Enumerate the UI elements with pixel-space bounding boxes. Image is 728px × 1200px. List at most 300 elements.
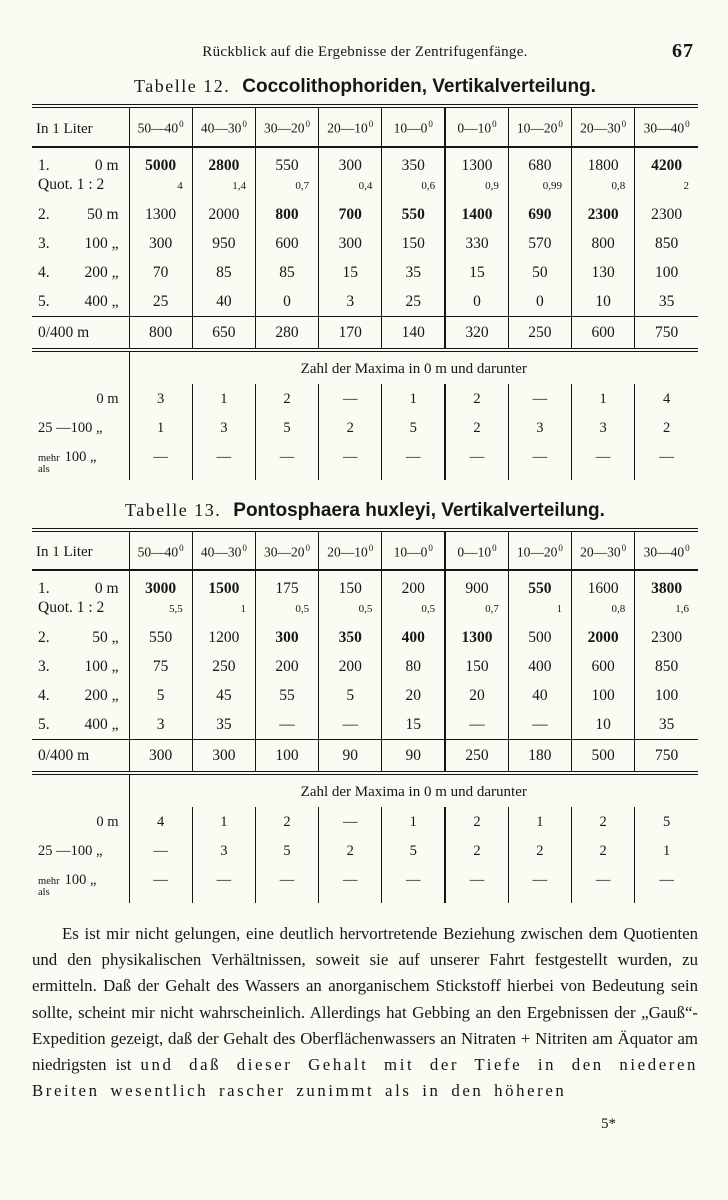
value-cell: 690 [508, 200, 571, 229]
value-cell: 55 [255, 681, 318, 710]
value-cell: — [635, 442, 698, 480]
value-cell: — [319, 442, 382, 480]
row-label [32, 147, 129, 176]
latitude-column-header: $40—30^0$ [192, 106, 255, 147]
sum-label: 0/400 m [38, 323, 90, 341]
depth-label: 50 m [87, 205, 119, 223]
table-body [32, 147, 698, 480]
value-cell: 1600 [572, 570, 635, 599]
value-cell: 1 [129, 413, 192, 442]
row-number: 5. [38, 292, 50, 310]
degree-superscript: 0 [685, 119, 690, 129]
value-cell: 1800 [572, 147, 635, 176]
row-label [32, 836, 129, 865]
table-13-title [32, 500, 698, 522]
latitude-column-header: $0—10^0$ [445, 530, 508, 571]
value-cell: 750 [635, 740, 698, 774]
table-13-host [32, 528, 698, 904]
maxima-row-label: 0 m [96, 814, 119, 831]
row-label-text [32, 814, 129, 831]
value-cell: 3 [508, 413, 571, 442]
value-cell: 2000 [192, 200, 255, 229]
value-cell: 2 [572, 807, 635, 836]
value-cell: 2 [572, 836, 635, 865]
value-cell: 3 [192, 836, 255, 865]
value-cell: 4 [129, 176, 192, 200]
table-12-title [32, 76, 698, 98]
value-cell: 300 [129, 229, 192, 258]
table-head [32, 530, 698, 571]
row-label [32, 681, 129, 710]
value-cell: 45 [192, 681, 255, 710]
value-cell: 1 [508, 807, 571, 836]
value-cell: 2 [255, 807, 318, 836]
value-cell: 180 [508, 740, 571, 774]
value-cell: 680 [508, 147, 571, 176]
row-number: 4. [38, 687, 50, 705]
value-cell: 70 [129, 258, 192, 287]
value-cell: — [508, 442, 571, 480]
table-12-name: Coccolithophoriden, Vertikalverteilung. [242, 76, 596, 97]
row-label-text [32, 157, 129, 175]
degree-superscript: 0 [621, 542, 627, 553]
table-13-label: Tabelle 13. [125, 499, 222, 520]
value-cell: 1400 [445, 200, 508, 229]
table-row [32, 287, 698, 317]
running-head-text: Rückblick auf die Ergebnisse der Zentrifugenfänge. [202, 44, 528, 60]
maxima-row-label: 0 m [96, 390, 119, 407]
degree-superscript: 0 [492, 119, 497, 129]
value-cell: 90 [382, 740, 445, 774]
quotient-label: Quot. 1 : 2 [38, 175, 105, 193]
value-cell: 0,4 [319, 176, 382, 200]
stacked-label-line: mehr [38, 876, 60, 888]
row-label-text [32, 687, 129, 705]
value-cell: 80 [382, 652, 445, 681]
row-label-text [32, 449, 129, 475]
value-cell: 40 [508, 681, 571, 710]
value-cell: — [382, 865, 445, 903]
value-cell: — [572, 442, 635, 480]
row-label-text [32, 716, 129, 734]
value-cell: 1 [192, 384, 255, 413]
degree-superscript: 0 [368, 542, 374, 553]
degree-superscript: 0 [179, 119, 184, 129]
value-cell: 0,6 [382, 176, 445, 200]
value-cell: 3 [572, 413, 635, 442]
stacked-label-line: als [38, 887, 50, 899]
value-cell: — [319, 865, 382, 903]
value-cell: 250 [508, 316, 571, 350]
value-cell: 100 [635, 681, 698, 710]
value-cell: 400 [382, 623, 445, 652]
value-cell: — [508, 710, 571, 740]
row-label-text [32, 599, 129, 617]
value-cell: 0,5 [382, 599, 445, 623]
value-cell: 100 [635, 258, 698, 287]
row-label-text [32, 391, 129, 408]
row-label [32, 258, 129, 287]
depth-label: 50 „ [92, 629, 119, 647]
value-cell: 2 [445, 836, 508, 865]
signature-mark: 5* [601, 1116, 616, 1133]
value-cell: — [255, 442, 318, 480]
value-cell: 5 [129, 681, 192, 710]
latitude-column-header: $10—20^0$ [508, 106, 571, 147]
degree-superscript: 0 [685, 542, 690, 553]
value-cell: 175 [255, 570, 318, 599]
value-cell: 4 [129, 807, 192, 836]
row-label [32, 316, 129, 350]
row-label [32, 384, 129, 413]
value-cell: — [129, 836, 192, 865]
stacked-label [38, 876, 60, 898]
value-cell: 2300 [635, 623, 698, 652]
value-cell: 4200 [635, 147, 698, 176]
value-cell: 2 [508, 836, 571, 865]
value-cell: — [192, 442, 255, 480]
latitude-column-header: $20—30^0$ [572, 530, 635, 571]
value-cell: — [319, 710, 382, 740]
row-label [32, 710, 129, 740]
value-cell: 25 [129, 287, 192, 317]
body-paragraph [32, 921, 698, 1104]
value-cell: 140 [382, 316, 445, 350]
degree-superscript: 0 [242, 119, 247, 129]
row-label-text [32, 235, 129, 253]
value-cell: 150 [445, 652, 508, 681]
value-cell: 350 [319, 623, 382, 652]
value-cell: 0,5 [255, 599, 318, 623]
value-cell: 330 [445, 229, 508, 258]
value-cell: 600 [572, 316, 635, 350]
row-label-text [32, 658, 129, 676]
row-label-text [32, 324, 129, 342]
value-cell: 150 [319, 570, 382, 599]
value-cell: 1300 [445, 623, 508, 652]
value-cell: 3000 [129, 570, 192, 599]
row-label [32, 865, 129, 903]
value-cell: 700 [319, 200, 382, 229]
value-cell: 1200 [192, 623, 255, 652]
value-cell: 2 [445, 413, 508, 442]
value-cell: 1500 [192, 570, 255, 599]
depth-label: 100 „ [84, 658, 119, 676]
value-cell: 2 [319, 413, 382, 442]
value-cell: 0 [255, 287, 318, 317]
table-row [32, 229, 698, 258]
value-cell: 0,7 [445, 599, 508, 623]
value-cell: 5 [382, 413, 445, 442]
row-number: 2. [38, 629, 50, 647]
value-cell: 1 [508, 599, 571, 623]
latitude-column-header: $30—40^0$ [635, 106, 698, 147]
degree-superscript: 0 [621, 119, 627, 129]
value-cell: — [192, 865, 255, 903]
latitude-column-header: $40—30^0$ [192, 530, 255, 571]
row-label-text [32, 293, 129, 311]
value-cell: 550 [129, 623, 192, 652]
corner-label: In 1 Liter [32, 106, 129, 147]
value-cell: 2800 [192, 147, 255, 176]
value-cell: 35 [635, 710, 698, 740]
value-cell: 500 [508, 623, 571, 652]
latitude-column-header: $50—40^0$ [129, 530, 192, 571]
maxima-row-label: 100 „ [64, 448, 97, 465]
value-cell: 2 [445, 807, 508, 836]
table-section-13 [32, 500, 698, 904]
value-cell: 1,4 [192, 176, 255, 200]
value-cell: 85 [255, 258, 318, 287]
row-label [32, 442, 129, 480]
table-row [32, 681, 698, 710]
value-cell: 3 [129, 384, 192, 413]
value-cell: 650 [192, 316, 255, 350]
value-cell: 15 [445, 258, 508, 287]
value-cell: 170 [319, 316, 382, 350]
value-cell: 0,7 [255, 176, 318, 200]
value-cell: 35 [382, 258, 445, 287]
value-cell: 5,5 [129, 599, 192, 623]
maxima-heading-row [32, 773, 698, 807]
row-label-text [32, 264, 129, 282]
stacked-label [38, 453, 60, 475]
value-cell: 350 [382, 147, 445, 176]
row-label [32, 599, 129, 623]
page-number: 67 [672, 40, 694, 62]
value-cell: 5 [382, 836, 445, 865]
table-row [32, 200, 698, 229]
table-row [32, 570, 698, 599]
empty-cell [32, 773, 129, 807]
value-cell: — [635, 865, 698, 903]
value-cell: 1 [382, 807, 445, 836]
value-cell: 10 [572, 710, 635, 740]
value-cell: 600 [255, 229, 318, 258]
quotient-row [32, 176, 698, 200]
maxima-row-label: 25 —100 „ [38, 843, 103, 860]
value-cell: 300 [192, 740, 255, 774]
depth-label: 0 m [94, 580, 119, 598]
row-label-text [32, 206, 129, 224]
value-cell: 2 [255, 384, 318, 413]
degree-superscript: 0 [558, 119, 563, 129]
value-cell: 400 [508, 652, 571, 681]
value-cell: 1300 [129, 200, 192, 229]
value-cell: 800 [255, 200, 318, 229]
vertical-distribution-table [32, 104, 698, 480]
value-cell: 1 [635, 836, 698, 865]
sum-label: 0/400 m [38, 747, 90, 765]
row-label [32, 740, 129, 774]
value-cell: 0,5 [319, 599, 382, 623]
page-header [32, 40, 698, 70]
row-number: 3. [38, 658, 50, 676]
latitude-column-header: $50—40^0$ [129, 106, 192, 147]
maxima-row [32, 865, 698, 903]
degree-superscript: 0 [368, 119, 374, 129]
value-cell: 750 [635, 316, 698, 350]
value-cell: 800 [129, 316, 192, 350]
latitude-column-header: $10—20^0$ [508, 530, 571, 571]
value-cell: — [508, 384, 571, 413]
latitude-column-header: $0—10^0$ [445, 106, 508, 147]
depth-label: 400 „ [84, 716, 119, 734]
table-head [32, 106, 698, 147]
degree-superscript: 0 [179, 542, 184, 553]
value-cell: 2 [445, 384, 508, 413]
degree-superscript: 0 [558, 542, 563, 553]
value-cell: 2 [319, 836, 382, 865]
value-cell: 250 [192, 652, 255, 681]
table-section-12 [32, 76, 698, 480]
table-row [32, 258, 698, 287]
value-cell: 900 [445, 570, 508, 599]
row-label [32, 229, 129, 258]
value-cell: 3 [129, 710, 192, 740]
value-cell: 1300 [445, 147, 508, 176]
value-cell: 570 [508, 229, 571, 258]
value-cell: 1 [572, 384, 635, 413]
value-cell: — [129, 865, 192, 903]
row-label [32, 287, 129, 317]
degree-superscript: 0 [305, 119, 311, 129]
depth-label: 200 „ [84, 687, 119, 705]
table-row [32, 710, 698, 740]
value-cell: 280 [255, 316, 318, 350]
latitude-column-header: $10—0^0$ [382, 530, 445, 571]
value-cell: 200 [319, 652, 382, 681]
value-cell: 2300 [635, 200, 698, 229]
value-cell: — [129, 442, 192, 480]
value-cell: — [572, 865, 635, 903]
row-label-text [32, 420, 129, 437]
table-12-label: Tabelle 12. [134, 76, 231, 96]
row-label-text [32, 747, 129, 765]
value-cell: 3800 [635, 570, 698, 599]
maxima-heading: Zahl der Maxima in 0 m und darunter [129, 773, 698, 807]
value-cell: 600 [572, 652, 635, 681]
value-cell: 25 [382, 287, 445, 317]
table-body [32, 570, 698, 903]
row-label [32, 570, 129, 599]
maxima-row [32, 413, 698, 442]
row-label [32, 200, 129, 229]
maxima-row [32, 384, 698, 413]
value-cell: — [508, 865, 571, 903]
value-cell: 300 [319, 147, 382, 176]
value-cell: 800 [572, 229, 635, 258]
value-cell: — [255, 865, 318, 903]
empty-cell [32, 350, 129, 384]
value-cell: 2 [635, 413, 698, 442]
value-cell: 300 [255, 623, 318, 652]
latitude-column-header: $20—30^0$ [572, 106, 635, 147]
value-cell: 2300 [572, 200, 635, 229]
depth-label: 100 „ [84, 234, 119, 252]
value-cell: 550 [255, 147, 318, 176]
value-cell: 200 [382, 570, 445, 599]
value-cell: 5000 [129, 147, 192, 176]
value-cell: 320 [445, 316, 508, 350]
value-cell: — [445, 442, 508, 480]
value-cell: 5 [255, 836, 318, 865]
value-cell: 0,8 [572, 176, 635, 200]
sum-row [32, 316, 698, 350]
depth-label: 400 „ [84, 292, 119, 310]
maxima-heading: Zahl der Maxima in 0 m und darunter [129, 350, 698, 384]
value-cell: 100 [255, 740, 318, 774]
value-cell: 40 [192, 287, 255, 317]
latitude-column-header: $10—0^0$ [382, 106, 445, 147]
value-cell: 20 [445, 681, 508, 710]
depth-label: 0 m [94, 156, 119, 174]
value-cell: 0,99 [508, 176, 571, 200]
value-cell: 100 [572, 681, 635, 710]
value-cell: 300 [319, 229, 382, 258]
value-cell: 1 [382, 384, 445, 413]
value-cell: 550 [382, 200, 445, 229]
value-cell: 35 [635, 287, 698, 317]
value-cell: 850 [635, 229, 698, 258]
maxima-row-label: 25 —100 „ [38, 419, 103, 436]
degree-superscript: 0 [492, 542, 497, 553]
value-cell: — [445, 710, 508, 740]
value-cell: 550 [508, 570, 571, 599]
value-cell: 1 [192, 807, 255, 836]
maxima-row [32, 836, 698, 865]
value-cell: 200 [255, 652, 318, 681]
row-number: 1. [38, 580, 50, 598]
value-cell: 1,6 [635, 599, 698, 623]
value-cell: 10 [572, 287, 635, 317]
latitude-column-header: $30—40^0$ [635, 530, 698, 571]
row-label-text [32, 843, 129, 860]
stacked-label-line: mehr [38, 452, 60, 464]
value-cell: 4 [635, 384, 698, 413]
value-cell: — [445, 865, 508, 903]
row-number: 5. [38, 716, 50, 734]
value-cell: 2 [635, 176, 698, 200]
value-cell: 850 [635, 652, 698, 681]
corner-label: In 1 Liter [32, 530, 129, 571]
value-cell: 15 [319, 258, 382, 287]
row-number: 3. [38, 234, 50, 252]
value-cell: 20 [382, 681, 445, 710]
maxima-row [32, 442, 698, 480]
value-cell: 50 [508, 258, 571, 287]
value-cell: 300 [129, 740, 192, 774]
latitude-column-header: $20—10^0$ [319, 530, 382, 571]
stacked-label-line: als [38, 463, 50, 475]
degree-superscript: 0 [242, 542, 247, 553]
value-cell: 85 [192, 258, 255, 287]
value-cell: 0,8 [572, 599, 635, 623]
maxima-heading-row [32, 350, 698, 384]
row-label [32, 623, 129, 652]
table-12-host [32, 104, 698, 480]
quotient-label: Quot. 1 : 2 [38, 599, 105, 617]
latitude-column-header: $20—10^0$ [319, 106, 382, 147]
row-label [32, 176, 129, 200]
table-13-name: Pontosphaera huxleyi, Vertikalverteilung. [233, 499, 605, 521]
row-number: 1. [38, 156, 50, 174]
value-cell: 90 [319, 740, 382, 774]
degree-superscript: 0 [305, 542, 311, 553]
value-cell: 5 [255, 413, 318, 442]
vertical-distribution-table [32, 528, 698, 904]
value-cell: 75 [129, 652, 192, 681]
